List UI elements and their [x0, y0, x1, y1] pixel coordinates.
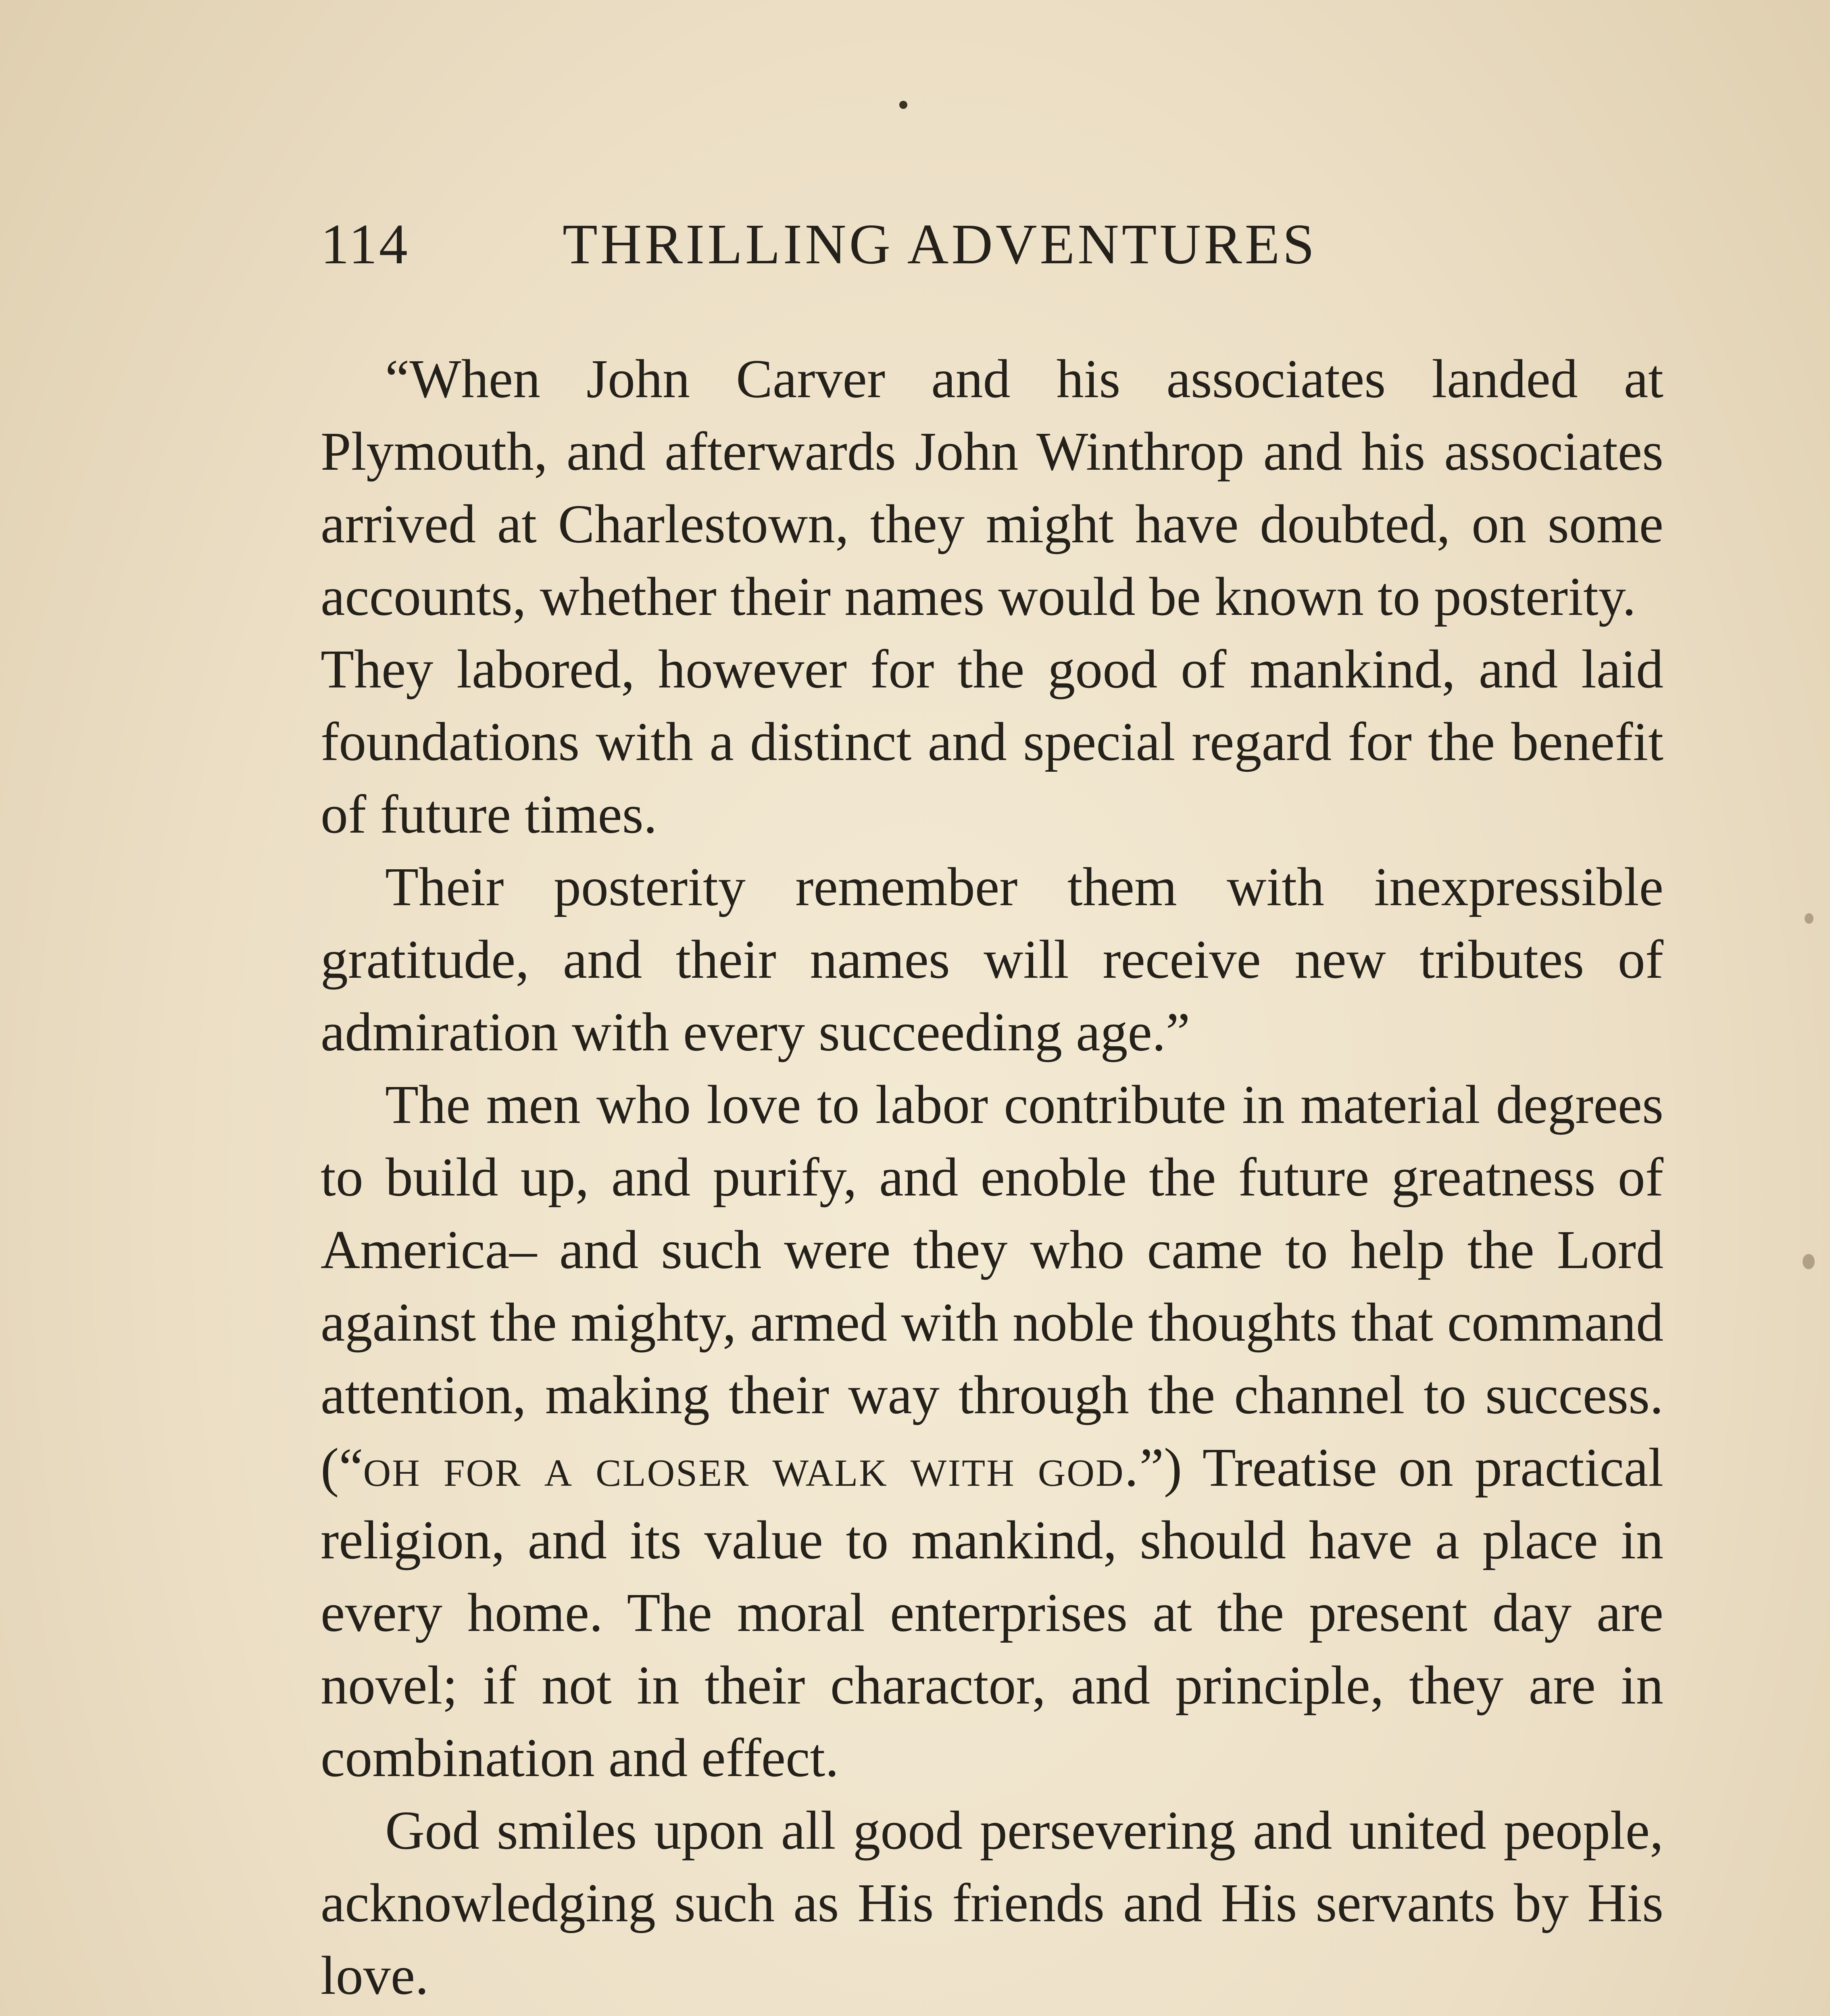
paper-stain	[1805, 913, 1813, 924]
labor-text-before: The men who love to labor contribute in material degrees to build up, and purify, and enoble the future greatness of America– and such were they who came to help the Lord against the mighty, armed with noble thoughts that command attention, making their way through the channel to success. (“	[321, 1075, 1663, 1498]
running-header	[321, 210, 1663, 278]
body-text	[321, 343, 1663, 2012]
running-title: THRILLING ADVENTURES	[563, 212, 1317, 276]
paper-stain	[1803, 1254, 1815, 1269]
page-number: 114	[321, 212, 409, 276]
ink-dot	[899, 101, 907, 109]
paragraph-labor	[321, 1068, 1663, 1794]
paragraph-quote-part1: “When John Carver and his associates landed at Plymouth, and afterwards John Winthrop and his associates arrived at Charlestown, they might have doubted, on some accounts, whether their names would be known to posterity.	[321, 349, 1663, 627]
paragraph-god-smiles: God smiles upon all good persevering and united people, acknowledging such as His friends and His servants by His love.	[321, 1800, 1663, 2006]
labor-text-after: ”) Treatise on practical religion, and its value to mankind, should have a place in every home. The moral enterprises at the present day are novel; if not in their charactor, and principle, they are in combination and effect.	[321, 1437, 1664, 1788]
hymn-title-smallcaps: oh for a closer walk with god.	[363, 1437, 1140, 1498]
paragraph-quote-part2: They labored, however for the good of mankind, and laid foundations with a distinct and special regard for the benefit of future times.	[321, 639, 1663, 845]
paragraph-posterity: Their posterity remember them with inexpressible gratitude, and their names will receive new tributes of admiration with every succeeding age.”	[321, 857, 1663, 1062]
